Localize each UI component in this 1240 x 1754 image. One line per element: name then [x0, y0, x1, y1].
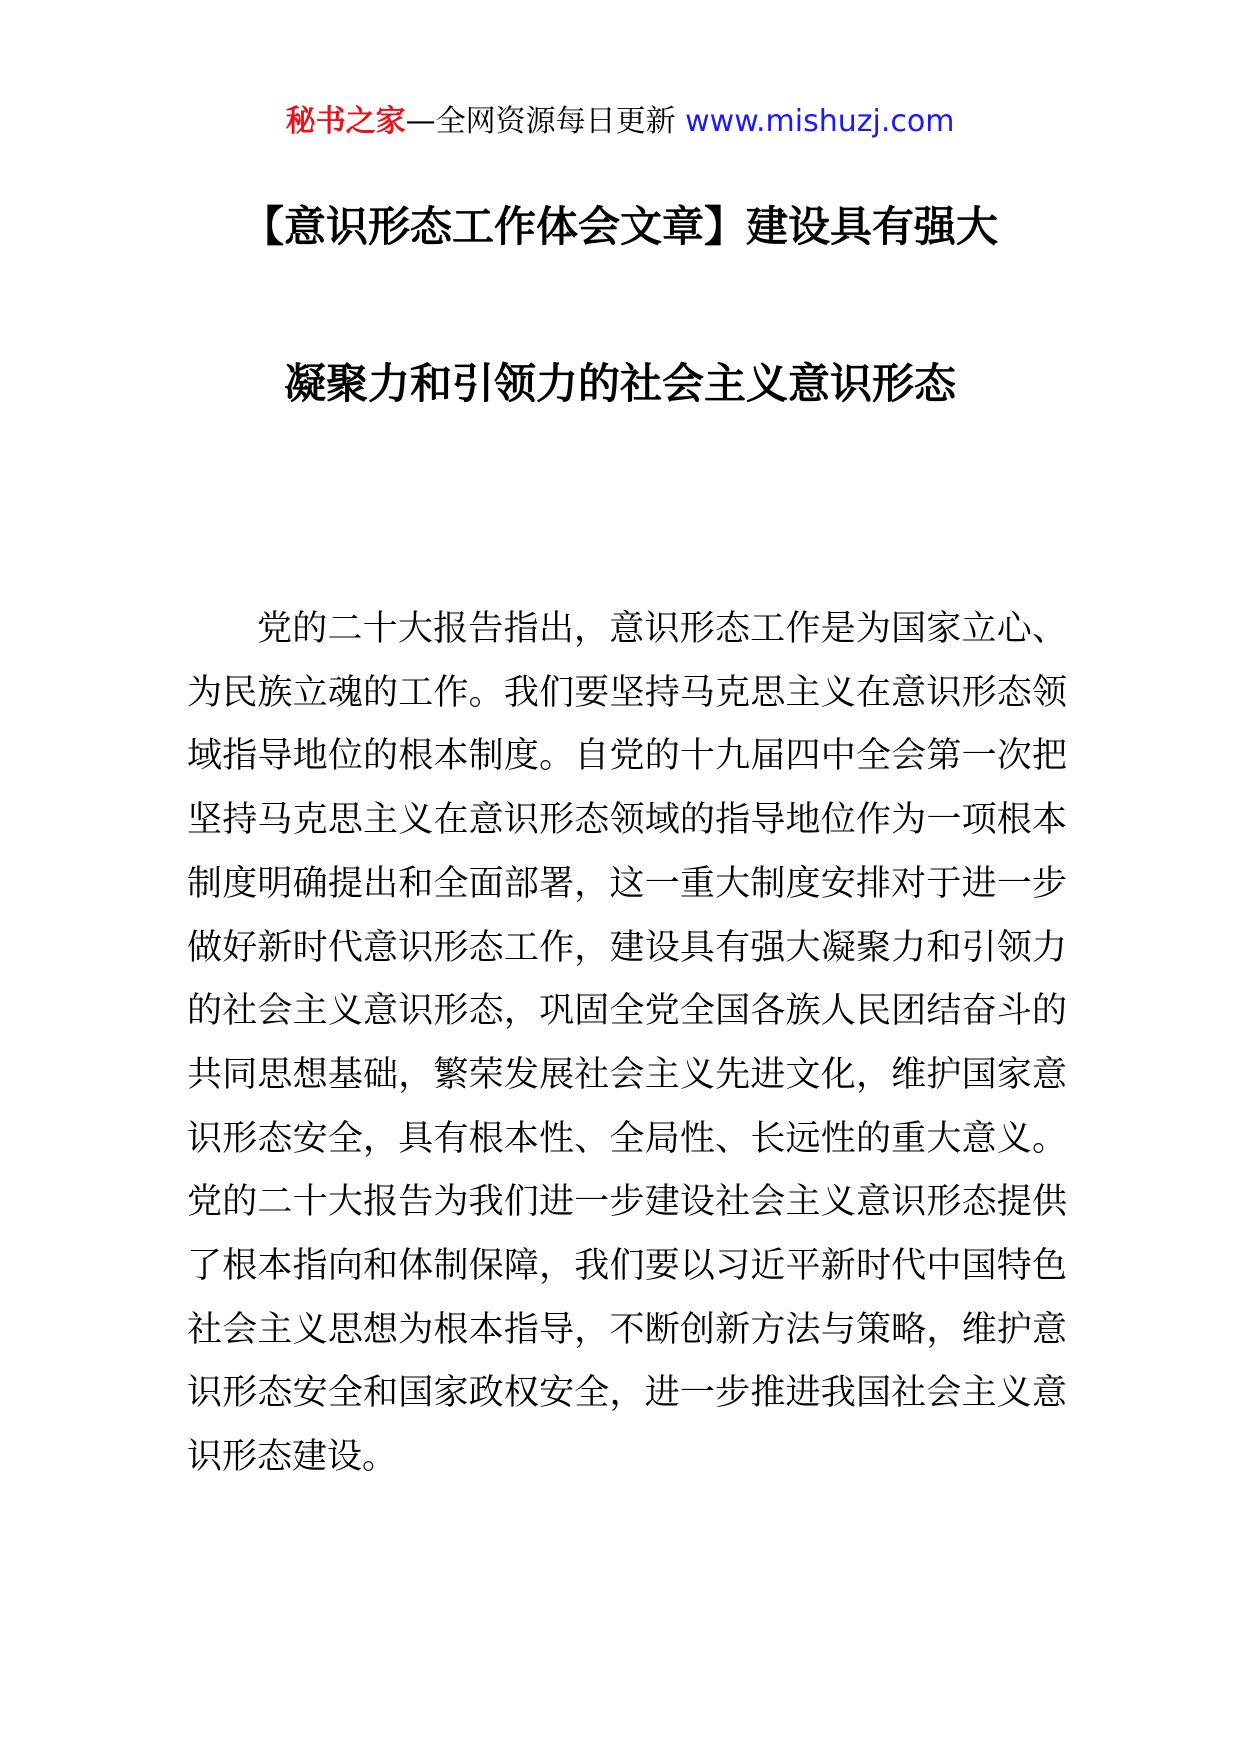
document-title-line-2: 凝聚力和引领力的社会主义意识形态 [283, 359, 956, 408]
header-tagline: —全网资源每日更新 [405, 104, 686, 139]
document-title-line-1: 【意识形态工作体会文章】建设具有强大 [241, 202, 998, 251]
body-paragraph: 党的二十大报告指出，意识形态工作是为国家立心、为民族立魂的工作。我们要坚持马克思主义在意识形态领域指导地位的根本制度。自党的十九届四中全会第一次把坚持马克思主义在意识形态领域的指导地位作为一项根本制度明确提出和全面部署，这一重大制度安排对于进一步做好新时代意识形态工作，建设具有强大凝聚力和引领力的社会主义意识形态，巩固全党全国各族人民团结奋斗的共同思想基础，繁荣发展社会主义先进文化，维护国家意识形态安全，具有根本性、全局性、长远性的重大意义。党的二十大报告为我们进一步建设社会主义意识形态提供了根本指向和体制保障，我们要以习近平新时代中国特色社会主义思想为根本指导，不断创新方法与策略，维护意识形态安全和国家政权安全，进一步推进我国社会主义意识形态建设。 [187, 609, 1067, 1478]
brand-name: 秘书之家 [285, 104, 406, 139]
site-header [0, 100, 1240, 144]
site-url-link[interactable]: www.mishuzj.com [685, 104, 955, 139]
